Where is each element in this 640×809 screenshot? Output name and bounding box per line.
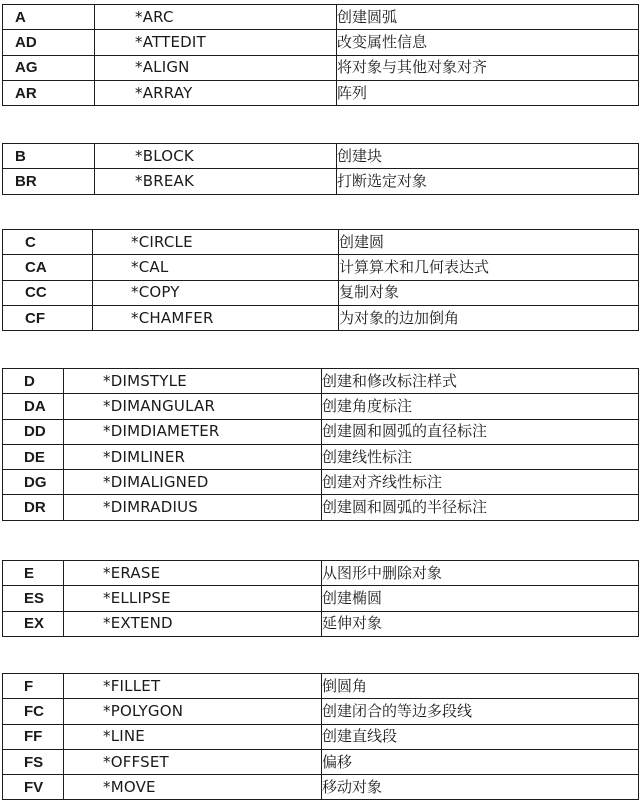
table-row (3, 699, 639, 724)
command-cell: *ARRAY (95, 80, 337, 105)
table-row (3, 394, 639, 419)
table-row (3, 144, 639, 169)
description-cell: 创建和修改标注样式 (322, 369, 639, 394)
abbreviation-cell: F (3, 674, 64, 699)
description-cell: 创建圆 (339, 230, 639, 255)
command-cell: *BLOCK (95, 144, 337, 169)
command-cell: *LINE (64, 724, 322, 749)
table-row (3, 305, 639, 330)
abbreviation-cell: AG (3, 55, 95, 80)
abbreviation-cell: C (3, 230, 93, 255)
command-cell: *POLYGON (64, 699, 322, 724)
description-cell: 打断选定对象 (337, 169, 639, 194)
command-cell: *MOVE (64, 775, 322, 800)
table-row (3, 724, 639, 749)
command-table-b (2, 143, 639, 195)
table-row (3, 775, 639, 800)
description-cell: 创建闭合的等边多段线 (322, 699, 639, 724)
abbreviation-cell: D (3, 369, 64, 394)
description-cell: 创建圆弧 (337, 5, 639, 30)
description-cell: 创建线性标注 (322, 444, 639, 469)
abbreviation-cell: A (3, 5, 95, 30)
abbreviation-cell: DG (3, 470, 64, 495)
table-row (3, 444, 639, 469)
abbreviation-cell: DE (3, 444, 64, 469)
abbreviation-cell: FC (3, 699, 64, 724)
abbreviation-cell: DR (3, 495, 64, 520)
description-cell: 复制对象 (339, 280, 639, 305)
command-cell: *EXTEND (64, 611, 322, 636)
table-row (3, 55, 639, 80)
command-cell: *FILLET (64, 674, 322, 699)
description-cell: 创建对齐线性标注 (322, 470, 639, 495)
command-table-d (2, 368, 639, 521)
command-table-c (2, 229, 639, 331)
description-cell: 创建直线段 (322, 724, 639, 749)
command-cell: *DIMRADIUS (64, 495, 322, 520)
description-cell: 创建椭圆 (322, 586, 639, 611)
description-cell: 改变属性信息 (337, 30, 639, 55)
abbreviation-cell: ES (3, 586, 64, 611)
command-cell: *DIMALIGNED (64, 470, 322, 495)
command-cell: *BREAK (95, 169, 337, 194)
table-row (3, 495, 639, 520)
description-cell: 创建块 (337, 144, 639, 169)
table-row (3, 749, 639, 774)
command-cell: *COPY (93, 280, 339, 305)
abbreviation-cell: E (3, 561, 64, 586)
abbreviation-cell: FS (3, 749, 64, 774)
abbreviation-cell: CC (3, 280, 93, 305)
description-cell: 创建圆和圆弧的直径标注 (322, 419, 639, 444)
description-cell: 创建角度标注 (322, 394, 639, 419)
table-row (3, 80, 639, 105)
command-cell: *DIMSTYLE (64, 369, 322, 394)
description-cell: 偏移 (322, 749, 639, 774)
abbreviation-cell: EX (3, 611, 64, 636)
table-row (3, 586, 639, 611)
description-cell: 创建圆和圆弧的半径标注 (322, 495, 639, 520)
table-row (3, 674, 639, 699)
table-row (3, 5, 639, 30)
abbreviation-cell: DA (3, 394, 64, 419)
abbreviation-cell: CF (3, 305, 93, 330)
command-cell: *CHAMFER (93, 305, 339, 330)
abbreviation-cell: BR (3, 169, 95, 194)
command-cell: *CIRCLE (93, 230, 339, 255)
command-cell: *DIMLINER (64, 444, 322, 469)
table-row (3, 369, 639, 394)
description-cell: 延伸对象 (322, 611, 639, 636)
command-cell: *ELLIPSE (64, 586, 322, 611)
abbreviation-cell: AD (3, 30, 95, 55)
abbreviation-cell: CA (3, 255, 93, 280)
description-cell: 阵列 (337, 80, 639, 105)
description-cell: 将对象与其他对象对齐 (337, 55, 639, 80)
command-cell: *ERASE (64, 561, 322, 586)
description-cell: 为对象的边加倒角 (339, 305, 639, 330)
abbreviation-cell: AR (3, 80, 95, 105)
description-cell: 移动对象 (322, 775, 639, 800)
table-row (3, 419, 639, 444)
command-cell: *DIMDIAMETER (64, 419, 322, 444)
description-cell: 倒圆角 (322, 674, 639, 699)
command-cell: *OFFSET (64, 749, 322, 774)
abbreviation-cell: FF (3, 724, 64, 749)
abbreviation-cell: DD (3, 419, 64, 444)
description-cell: 计算算术和几何表达式 (339, 255, 639, 280)
table-row (3, 169, 639, 194)
table-row (3, 30, 639, 55)
table-row (3, 280, 639, 305)
command-cell: *ATTEDIT (95, 30, 337, 55)
table-row (3, 561, 639, 586)
table-row (3, 255, 639, 280)
description-cell: 从图形中删除对象 (322, 561, 639, 586)
command-cell: *ARC (95, 5, 337, 30)
abbreviation-cell: B (3, 144, 95, 169)
command-table-f (2, 673, 639, 800)
abbreviation-cell: FV (3, 775, 64, 800)
table-row (3, 470, 639, 495)
command-table-a (2, 4, 639, 106)
command-cell: *DIMANGULAR (64, 394, 322, 419)
command-table-e (2, 560, 639, 637)
command-cell: *ALIGN (95, 55, 337, 80)
table-row (3, 611, 639, 636)
table-row (3, 230, 639, 255)
command-cell: *CAL (93, 255, 339, 280)
